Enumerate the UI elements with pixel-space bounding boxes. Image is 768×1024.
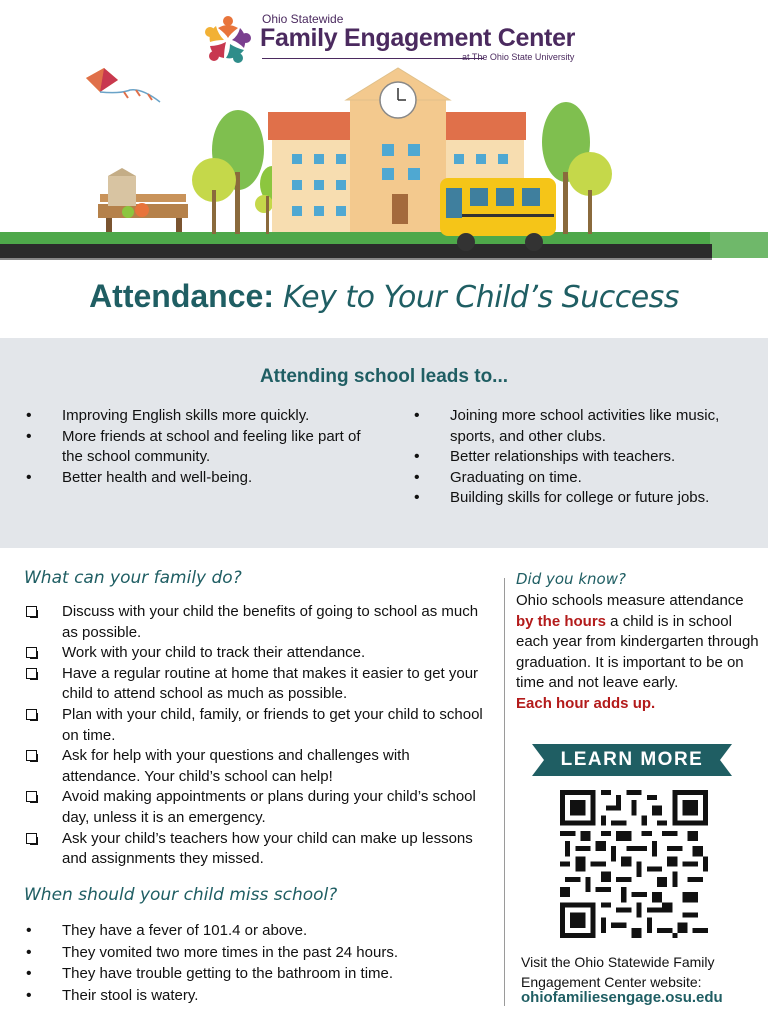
org-logo xyxy=(200,10,590,66)
list-item: • More friends at school and feeling like part of the school community. xyxy=(24,427,384,468)
family-checklist xyxy=(24,602,484,870)
list-item: • Better health and well-being. xyxy=(24,468,384,489)
page-title-main: Attendance: xyxy=(89,278,274,314)
website-link[interactable]: ohiofamiliesengage.osu.edu xyxy=(521,989,723,1006)
qr-code-icon[interactable] xyxy=(560,790,708,938)
checkbox-icon xyxy=(26,709,37,720)
column-divider xyxy=(504,578,505,1006)
checklist-item xyxy=(24,602,484,643)
benefits-list-left xyxy=(24,406,384,488)
benefits-heading: Attending school leads to... xyxy=(259,366,509,387)
logo-rule xyxy=(262,58,484,59)
org-title: Family Engagement Center xyxy=(260,24,576,52)
checklist-item xyxy=(24,664,484,705)
checklist-item xyxy=(24,643,484,664)
checklist-item xyxy=(24,746,484,787)
benefits-list-right xyxy=(412,406,762,509)
checklist-item xyxy=(24,829,484,870)
org-university: at The Ohio State University xyxy=(462,52,575,62)
list-item: • Improving English skills more quickly. xyxy=(24,406,384,427)
family-heading: What can your family do? xyxy=(24,568,242,588)
list-item: • Their stool is watery. xyxy=(24,985,484,1007)
did-you-know-highlight-adds-up: Each hour adds up. xyxy=(516,694,656,712)
checklist-item-text: Have a regular routine at home that makes it easier to get your child to attend school as much as possible. xyxy=(62,664,479,703)
did-you-know-heading: Did you know? xyxy=(516,570,626,588)
checklist-item-text: Ask for help with your questions and challenges with attendance. Your child’s school can help! xyxy=(62,747,410,785)
checklist-item xyxy=(24,705,484,746)
did-you-know-highlight-hours: by the hours xyxy=(516,612,607,630)
checklist-item-text: Plan with your child, family, or friends to get your child to school on time. xyxy=(62,705,483,744)
did-you-know-text-2: a child is in school each year from kindergarten through graduation. It is important to be on time and not leave early. xyxy=(516,612,759,692)
checklist-item-text: Work with your child to track their attendance. xyxy=(62,644,366,662)
list-item: • Graduating on time. xyxy=(412,468,762,489)
page-title xyxy=(0,278,768,315)
checkbox-icon xyxy=(26,750,37,761)
visit-text: Visit the Ohio Statewide Family Engagement Center website: xyxy=(521,954,715,990)
checkbox-icon xyxy=(26,647,37,658)
learn-more-banner[interactable] xyxy=(532,744,732,776)
page-title-rest: Key to Your Child’s Success xyxy=(273,280,679,315)
miss-school-list xyxy=(24,920,484,1006)
learn-more-label[interactable]: LEARN MORE xyxy=(560,749,704,770)
checkbox-icon xyxy=(26,606,37,617)
checkbox-icon xyxy=(26,833,37,844)
list-item: • Better relationships with teachers. xyxy=(412,447,762,468)
list-item: • Joining more school activities like music, sports, and other clubs. xyxy=(412,406,762,447)
family-circle-logo-icon xyxy=(200,12,256,68)
list-item: • They vomited two more times in the past 24 hours. xyxy=(24,942,484,964)
kite-icon xyxy=(86,68,160,102)
checkbox-icon xyxy=(26,668,37,679)
checklist-item-text: Discuss with your child the benefits of going to school as much as possible. xyxy=(62,603,479,641)
did-you-know-text-1: Ohio schools measure attendance xyxy=(516,592,744,609)
checklist-item xyxy=(24,787,484,828)
checkbox-icon xyxy=(26,791,37,802)
list-item: • Building skills for college or future jobs. xyxy=(412,488,762,509)
list-item: • They have trouble getting to the bathroom in time. xyxy=(24,963,484,985)
checklist-item-text: Ask your child’s teachers how your child can make up lessons and assignments they missed. xyxy=(62,829,473,868)
miss-school-heading: When should your child miss school? xyxy=(24,885,338,905)
list-item: • They have a fever of 101.4 or above. xyxy=(24,920,484,942)
did-you-know-text xyxy=(516,591,760,715)
school-illustration xyxy=(0,62,768,262)
org-subtitle: Ohio Statewide xyxy=(262,12,344,26)
checklist-item-text: Avoid making appointments or plans during your child’s school day, unless it is an emergency. xyxy=(62,788,476,826)
